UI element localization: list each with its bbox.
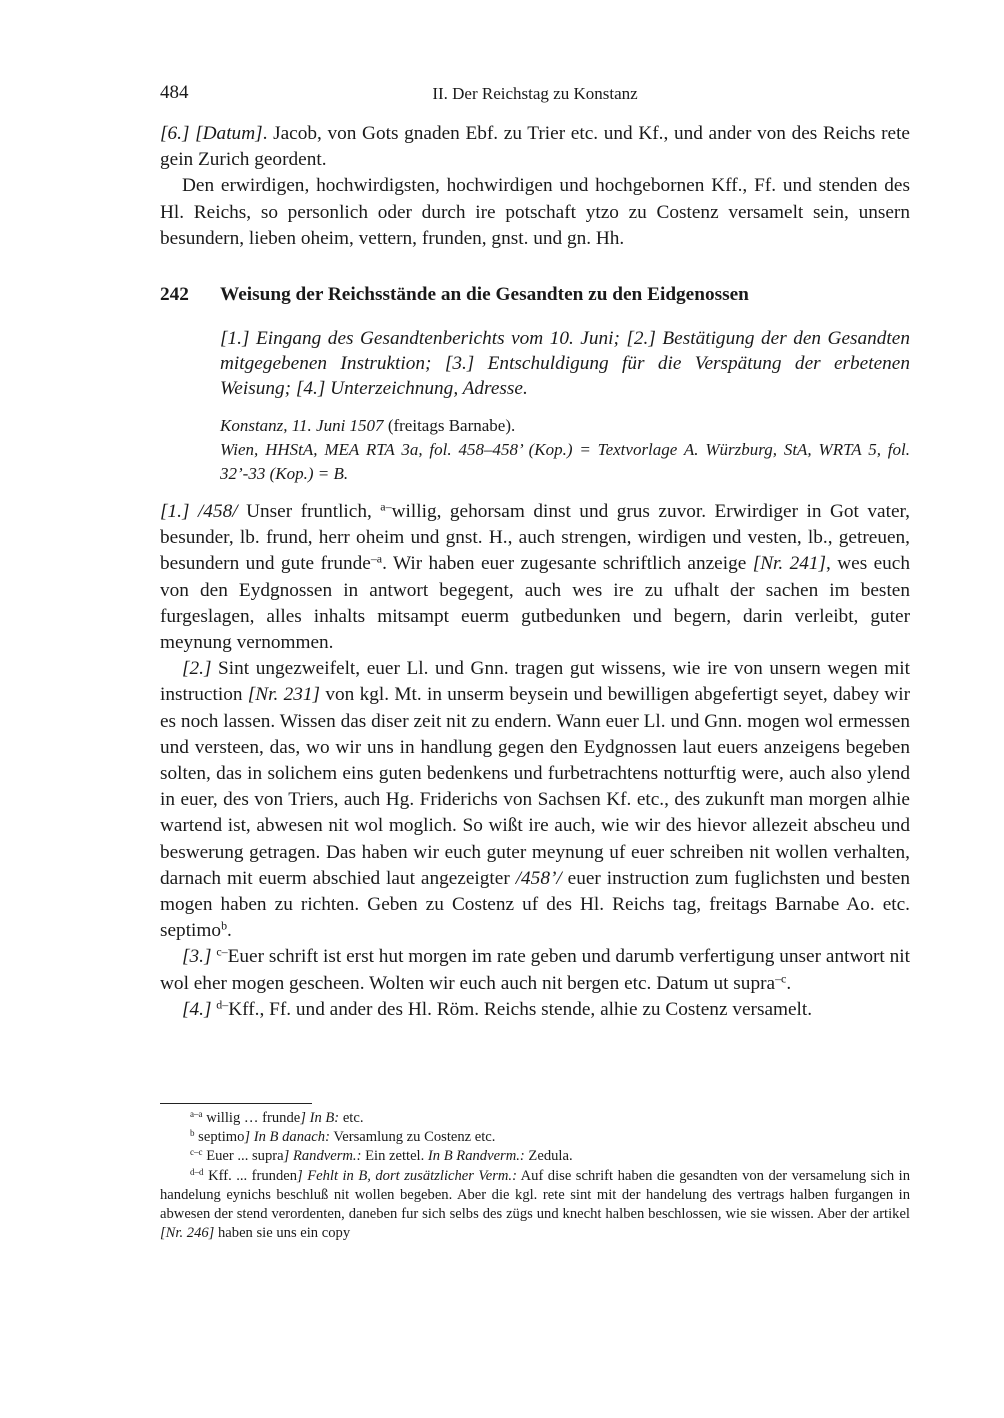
text-run: . Jacob, von Gots gnaden Ebf. zu Trier etc. und Kf., und ander von des Reichs rete gein Zurich geordent. (160, 123, 910, 171)
text-run: euer instruction zum fuglichsten und besten mogen haben zu richten. Geben zu Costenz uf des Hl. Reichs tag, freitags Barnabe Ao. etc. septimo (160, 867, 911, 942)
document-summary: [1.] Eingang des Gesandtenberichts vom 10. Juni; [2.] Bestätigung der den Gesandten mitgegebenen Instruktion; [3.] Entschuldigung für die Verspätung der erbetenen Weisung; [4.] Unterzeichnung, Adresse. (220, 328, 910, 399)
italic-text: Wien, HHStA, MEA RTA 3a, fol. 458–458’ (Kop.) = Textvorlage A. Würzburg, StA, WRTA 5, fol. 32’-33 (Kop.) = B. (220, 440, 910, 483)
paragraph (160, 944, 910, 996)
text-run: willig … frunde (202, 1110, 301, 1126)
footnote-rule (160, 1103, 312, 1104)
text-run: etc. (339, 1110, 364, 1126)
footnote-marker: c–c (190, 1147, 203, 1158)
text-run: Unser fruntlich, (237, 501, 381, 522)
footnote (160, 1109, 910, 1128)
text-run: haben sie uns ein copy (214, 1225, 351, 1242)
footnote-marker: c– (216, 944, 228, 959)
text-run: Euer ... supra (202, 1148, 284, 1165)
text-run: septimo (194, 1129, 245, 1146)
footnote-marker: a–a (190, 1109, 203, 1120)
text-run: . (786, 972, 792, 994)
document-title: Weisung der Reichsstände an die Gesandten zu den Eidgenossen (220, 284, 749, 305)
italic-text: [1.] /458/ (160, 501, 238, 522)
source-references (220, 438, 910, 486)
footnote-marker: a– (380, 499, 392, 514)
italic-text: [Nr. 241] (752, 553, 827, 575)
italic-text: ] In B danach: (244, 1129, 330, 1146)
text-run: willig, gehorsam dinst und grus zuvor. Erwirdiger in Got vater, besunder, lb. frund, herr oheim und gnst. H., auch strengen, wirdigen und vesten, lb., getreuen, besundern und gute frunde (160, 501, 910, 575)
text-run: , wes euch von den Eydgnossen in antwort begegent, auch wes ire zu ufhalt der sachen im besten furgeslagen, alles inhalts mitsampt euerm gutbedunken und begern, darin verleibt, guter meynung vernommen. (160, 553, 910, 654)
text-run: Zedula. (524, 1148, 573, 1165)
italic-text: [2.] (182, 658, 212, 680)
italic-text: [Nr. 246] (160, 1225, 215, 1242)
text-run: . (227, 920, 232, 942)
text-run: Versamlung zu Costenz etc. (329, 1129, 496, 1146)
document-number: 242 (160, 284, 189, 305)
italic-text: [Nr. 231] (247, 684, 321, 706)
italic-text: [4.] (182, 998, 212, 1020)
footnote-marker: b (221, 918, 228, 933)
footnote (160, 1128, 910, 1147)
running-title: II. Der Reichstag zu Konstanz (432, 84, 638, 103)
footnote-marker: d–d (190, 1166, 204, 1177)
text-run: Den erwirdigen, hochwirdigsten, hochwirdigen und hochgebornen Kff., Ff. und stenden des Hl. Reichs, so personlich oder durch ire potschaft ytzo zu Costenz versamelt sein, unsern besundern, lieben oheim, vettern, frunden, gnst. und gn. Hh. (160, 175, 910, 249)
place-date (220, 414, 910, 438)
italic-text: ] In B: (300, 1110, 340, 1126)
text-run: Auf dise schrift haben die gesandten von der versamelung sich in handelung eynichs beschluß nit wollen begeben. Aber die kgl. rete sint mit der handelung des vertrags halben furgangen in abwesen der stend verordenten, daneben fur sich selbs des zügs und knecht halben beschlossen, wie sie wissen. Aber der artikel (160, 1167, 911, 1223)
paragraph (160, 173, 910, 252)
paragraph (160, 499, 910, 656)
text-run: (freitags Barnabe). (383, 416, 516, 435)
paragraph (160, 656, 910, 944)
text-run: Sint ungezweifelt, euer Ll. und Gnn. tragen gut wissens, wie ire von unsern wegen mit instruction (160, 658, 910, 706)
italic-text: [6.] [Datum] (160, 123, 263, 144)
text-run: . Wir haben euer zugesante schriftlich anzeige (382, 553, 753, 575)
footnote (160, 1167, 910, 1244)
text-run: Kff., Ff. und ander des Hl. Röm. Reichs stende, alhie zu Costenz versamelt. (228, 998, 813, 1020)
page-number: 484 (160, 82, 189, 103)
italic-text: /458’/ (515, 867, 562, 889)
footnotes (160, 1109, 910, 1243)
document-heading (160, 284, 910, 306)
italic-text: ] Fehlt in B, dort zusätzlicher Verm.: (297, 1167, 517, 1184)
italic-text: Konstanz, 11. Juni 1507 (220, 416, 384, 435)
footnote-marker: –a (370, 551, 383, 566)
footnote (160, 1147, 910, 1166)
footnote-marker: –c (775, 971, 787, 986)
footnote-marker: d– (216, 997, 229, 1012)
paragraph (160, 121, 910, 173)
italic-text: [3.] (182, 946, 212, 968)
previous-document-ending (160, 121, 910, 252)
text-run: Kff. ... frunden (203, 1167, 298, 1184)
italic-text: ] Randverm.: (283, 1148, 362, 1165)
document-body (160, 499, 910, 1023)
italic-text: In B Randverm.: (427, 1148, 525, 1165)
text-run: Ein zettel. (361, 1148, 428, 1165)
text-run: von kgl. Mt. in unserm beysein und bewilligen abgefertigt seyet, dabey wir es noch lassen. Wissen das diser zeit nit zu endern. Wann euer Ll. und Gnn. mogen wol ermessen und versteen, das, wo wir uns in handlung gegen den Eydgnossen laut euers anzeigens begeben solten, das in solichem eins guten bedenkens und furbetrachtens notturftig were, auch also ylend in euer, des von Triers, auch Hg. Friderichs von Sachsen Kf. etc., des zukunft man morgen alhie wartend ist, abwesen nit wol moglich. So wißt ire auch, wie wir des hievor allezeit abscheu und beswerung getragen. Das haben wir euch guter meynung uf euer schreiben nit wollen verhalten, darnach mit euerm abschied laut angezeigter (160, 684, 911, 889)
paragraph (160, 997, 910, 1023)
text-run: Euer schrift ist erst hut morgen im rate geben und darumb verfertigung unser antwort nit wol eher mogen gescheen. Wolten wir euch auch nit bergen etc. Datum ut supra (160, 946, 910, 994)
footnote-marker: b (190, 1128, 195, 1139)
